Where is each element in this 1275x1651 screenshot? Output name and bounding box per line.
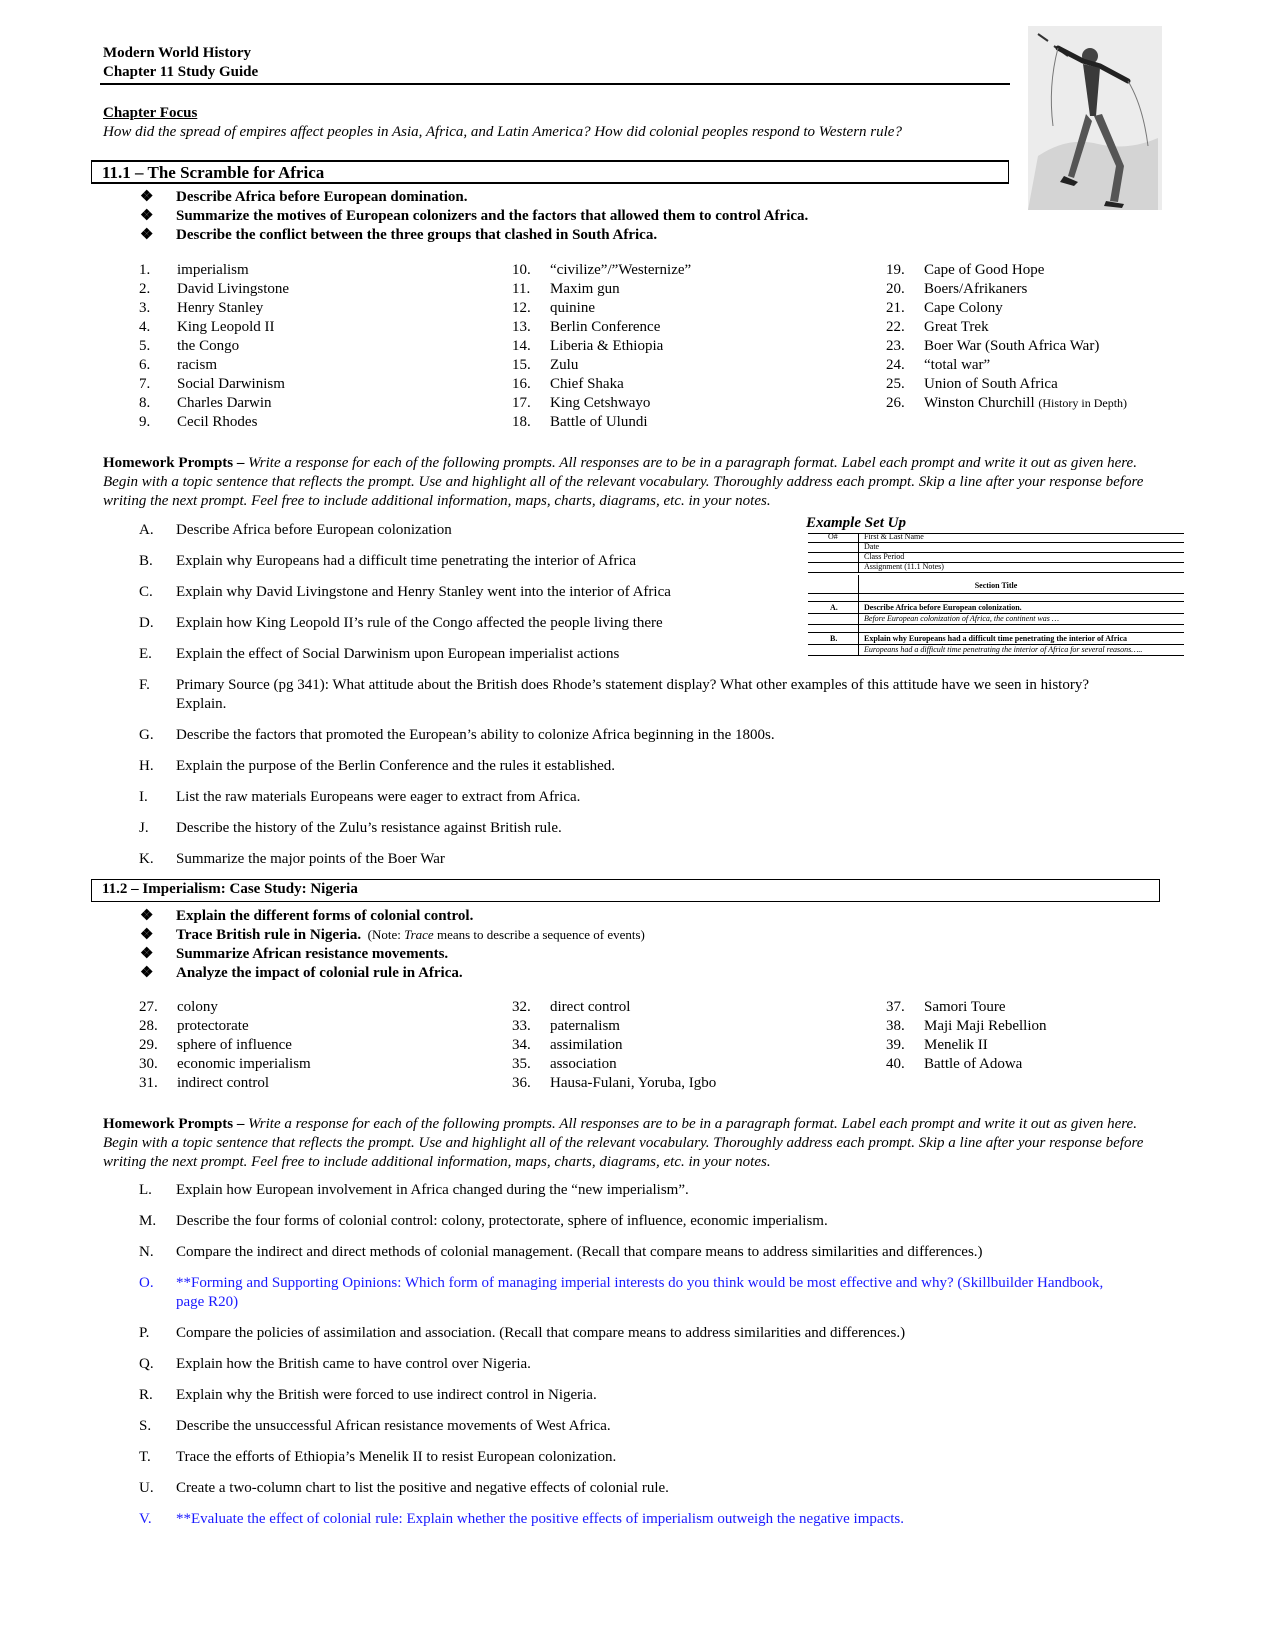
prompt-item: J. Describe the history of the Zulu’s resistance against British rule. (139, 820, 562, 836)
vocab-item: 35. association (512, 1056, 617, 1072)
section-11-2-title: 11.2 – Imperialism: Case Study: Nigeria (102, 881, 358, 897)
vocab-column-6 (886, 998, 1046, 1074)
vocab-item: 9. Cecil Rhodes (139, 414, 258, 430)
vocab-item: 22. Great Trek (886, 319, 989, 335)
vocab-item: 8. Charles Darwin (139, 395, 272, 411)
prompt-item-highlighted: V. **Evaluate the effect of colonial rule: Explain whether the positive effects of imperialism outweigh the negative impacts. (139, 1511, 904, 1527)
vocab-column-2 (512, 261, 691, 432)
header-rule (100, 83, 1010, 85)
prompt-item: S. Describe the unsuccessful African resistance movements of West Africa. (139, 1418, 611, 1434)
chapter-focus-question: How did the spread of empires affect peoples in Asia, Africa, and Latin America? How did colonial peoples respond to Western rule? (103, 124, 902, 140)
vocab-item: 13. Berlin Conference (512, 319, 661, 335)
objective: ❖ Trace British rule in Nigeria. (Note: Trace means to describe a sequence of events) (140, 927, 645, 943)
vocab-item: 39. Menelik II (886, 1037, 988, 1053)
vocab-item: 32. direct control (512, 999, 631, 1015)
prompt-item: D. Explain how King Leopold II’s rule of the Congo affected the people living there (139, 615, 663, 631)
prompt-item: F. Primary Source (pg 341): What attitude about the British does Rhode’s statement display? What other examples of this attitude have we seen in history? Explain. (139, 677, 1089, 712)
vocab-item: 30. economic imperialism (139, 1056, 311, 1072)
prompt-item: G. Describe the factors that promoted the European’s ability to colonize Africa beginning in the 1800s. (139, 727, 775, 743)
rhodes-colossus-cartoon-icon (1028, 26, 1162, 210)
vocab-item: 38. Maji Maji Rebellion (886, 1018, 1047, 1034)
vocab-item: 2. David Livingstone (139, 281, 290, 297)
vocab-item: 5. the Congo (139, 338, 240, 354)
vocab-column-4 (139, 998, 311, 1093)
vocab-item: 3. Henry Stanley (139, 300, 264, 316)
bullet-diamond-icon: ❖ (140, 208, 154, 224)
chapter-title: Chapter 11 Study Guide (103, 64, 259, 80)
prompt-item: I. List the raw materials Europeans were eager to extract from Africa. (139, 789, 581, 805)
vocab-item: 34. assimilation (512, 1037, 623, 1053)
section-11-1-header (91, 160, 1009, 184)
prompt-item: N. Compare the indirect and direct methods of colonial management. (Recall that compare means to address similarities and differences.) (139, 1244, 983, 1260)
vocab-item: 21. Cape Colony (886, 300, 1003, 316)
vocab-item: 19. Cape of Good Hope (886, 262, 1045, 278)
prompt-item: T. Trace the efforts of Ethiopia’s Menelik II to resist European colonization. (139, 1449, 617, 1465)
vocab-item: 26. Winston Churchill (History in Depth) (886, 395, 1128, 411)
bullet-diamond-icon: ❖ (140, 908, 154, 924)
vocab-item: 18. Battle of Ulundi (512, 414, 648, 430)
vocab-item: 31. indirect control (139, 1075, 270, 1091)
vocab-item: 4. King Leopold II (139, 319, 275, 335)
objective: ❖ Describe Africa before European domination. (140, 189, 468, 205)
homework-text: Write a response for each of the following prompts. All responses are to be in a paragraph format. Label each prompt and write it out as given here. Begin with a topic sentence that reflects the prompt. Use and highlight all of the relevant vocabulary. Thoroughly address each prompt. Skip a line after your response before writing the next prompt. Feel free to include additional information, maps, charts, diagrams, etc. in your notes. (103, 455, 1144, 509)
vocab-item: 36. Hausa-Fulani, Yoruba, Igbo (512, 1075, 717, 1091)
page-header (103, 44, 258, 82)
homework-label: Homework Prompts – (103, 455, 245, 471)
vocab-item: 15. Zulu (512, 357, 579, 373)
prompt-item: H. Explain the purpose of the Berlin Conference and the rules it established. (139, 758, 616, 774)
vocab-item: 17. King Cetshwayo (512, 395, 651, 411)
vocab-item: 25. Union of South Africa (886, 376, 1058, 392)
prompt-item: E. Explain the effect of Social Darwinism upon European imperialist actions (139, 646, 620, 662)
vocab-item: 27. colony (139, 999, 218, 1015)
prompt-item-highlighted: O. **Forming and Supporting Opinions: Which form of managing imperial interests do you think would be most effective and why? (Skillbuilder Handbook, page R20) (139, 1275, 1104, 1310)
vocab-item: 37. Samori Toure (886, 999, 1006, 1015)
example-title: Example Set Up (806, 515, 906, 531)
vocab-item: 33. paternalism (512, 1018, 620, 1034)
prompt-item: Q. Explain how the British came to have control over Nigeria. (139, 1356, 531, 1372)
prompt-item: R. Explain why the British were forced to use indirect control in Nigeria. (139, 1387, 597, 1403)
objective: ❖ Summarize the motives of European colonizers and the factors that allowed them to control Africa. (140, 208, 809, 224)
vocab-item: 6. racism (139, 357, 217, 373)
prompt-item: P. Compare the policies of assimilation and association. (Recall that compare means to address similarities and differences.) (139, 1325, 906, 1341)
homework-label: Homework Prompts – (103, 1116, 245, 1132)
bullet-diamond-icon: ❖ (140, 189, 154, 205)
section-11-2-homework-instructions (103, 1115, 1153, 1172)
objective: ❖ Summarize African resistance movements. (140, 946, 449, 962)
vocab-item: 7. Social Darwinism (139, 376, 285, 392)
prompt-item: U. Create a two-column chart to list the positive and negative effects of colonial rule. (139, 1480, 669, 1496)
vocab-item: 12. quinine (512, 300, 595, 316)
churchill-note: (History in Depth) (1038, 396, 1128, 410)
course-title: Modern World History (103, 45, 252, 61)
bullet-diamond-icon: ❖ (140, 946, 154, 962)
vocab-item: 16. Chief Shaka (512, 376, 624, 392)
section-11-2-objectives (140, 906, 645, 982)
vocab-item: 23. Boer War (South Africa War) (886, 338, 1100, 354)
vocab-item: 20. Boers/Afrikaners (886, 281, 1028, 297)
vocab-item: 1. imperialism (139, 262, 249, 278)
bullet-diamond-icon: ❖ (140, 965, 154, 981)
prompt-item: K. Summarize the major points of the Boer War (139, 851, 445, 867)
section-11-1-title: 11.1 – The Scramble for Africa (102, 163, 325, 182)
chapter-focus-heading: Chapter Focus (103, 105, 198, 121)
vocab-item: 11. Maxim gun (512, 281, 620, 297)
bullet-diamond-icon: ❖ (140, 227, 154, 243)
prompt-item: M. Describe the four forms of colonial control: colony, protectorate, sphere of influence, economic imperialism. (139, 1213, 828, 1229)
vocab-item: 28. protectorate (139, 1018, 249, 1034)
section-11-2-header (91, 879, 1160, 902)
vocab-item: 14. Liberia & Ethiopia (512, 338, 664, 354)
example-setup-table: First & Last Name O# Date Class Period Assignment (11.1 Notes) Section Title A. Describe Africa before European colonization. Before European colonization of Africa, the continent was … B. Explain why Europeans had a difficult time penetrating the interior of Africa Europeans had a difficult time penetrating the interior of Africa for several reasons….. (808, 533, 1184, 663)
vocab-column-5 (512, 998, 716, 1093)
prompt-item: C. Explain why David Livingstone and Henry Stanley went into the interior of Africa (139, 584, 671, 600)
vocab-column-1 (139, 261, 289, 432)
section-11-1-objectives (140, 187, 808, 244)
bullet-diamond-icon: ❖ (140, 927, 154, 943)
vocab-item: 24. “total war” (886, 357, 991, 373)
prompt-item: A. Describe Africa before European colonization (139, 522, 452, 538)
objective: ❖ Explain the different forms of colonial control. (140, 908, 474, 924)
prompt-item: L. Explain how European involvement in Africa changed during the “new imperialism”. (139, 1182, 689, 1198)
vocab-item: 10. “civilize”/”Westernize” (512, 262, 692, 278)
vocab-column-3 (886, 261, 1127, 413)
objective: ❖ Analyze the impact of colonial rule in Africa. (140, 965, 463, 981)
prompt-item: B. Explain why Europeans had a difficult time penetrating the interior of Africa (139, 553, 636, 569)
vocab-item: 40. Battle of Adowa (886, 1056, 1023, 1072)
vocab-item: 29. sphere of influence (139, 1037, 292, 1053)
section-11-1-homework-instructions (103, 454, 1153, 511)
homework-text: Write a response for each of the following prompts. All responses are to be in a paragraph format. Label each prompt and write it out as given here. Begin with a topic sentence that reflects the prompt. Use and highlight all of the relevant vocabulary. Thoroughly address each prompt. Skip a line after your response before writing the next prompt. Feel free to include additional information, maps, charts, diagrams, etc. in your notes. (103, 1116, 1144, 1170)
objective: ❖ Describe the conflict between the three groups that clashed in South Africa. (140, 227, 658, 243)
